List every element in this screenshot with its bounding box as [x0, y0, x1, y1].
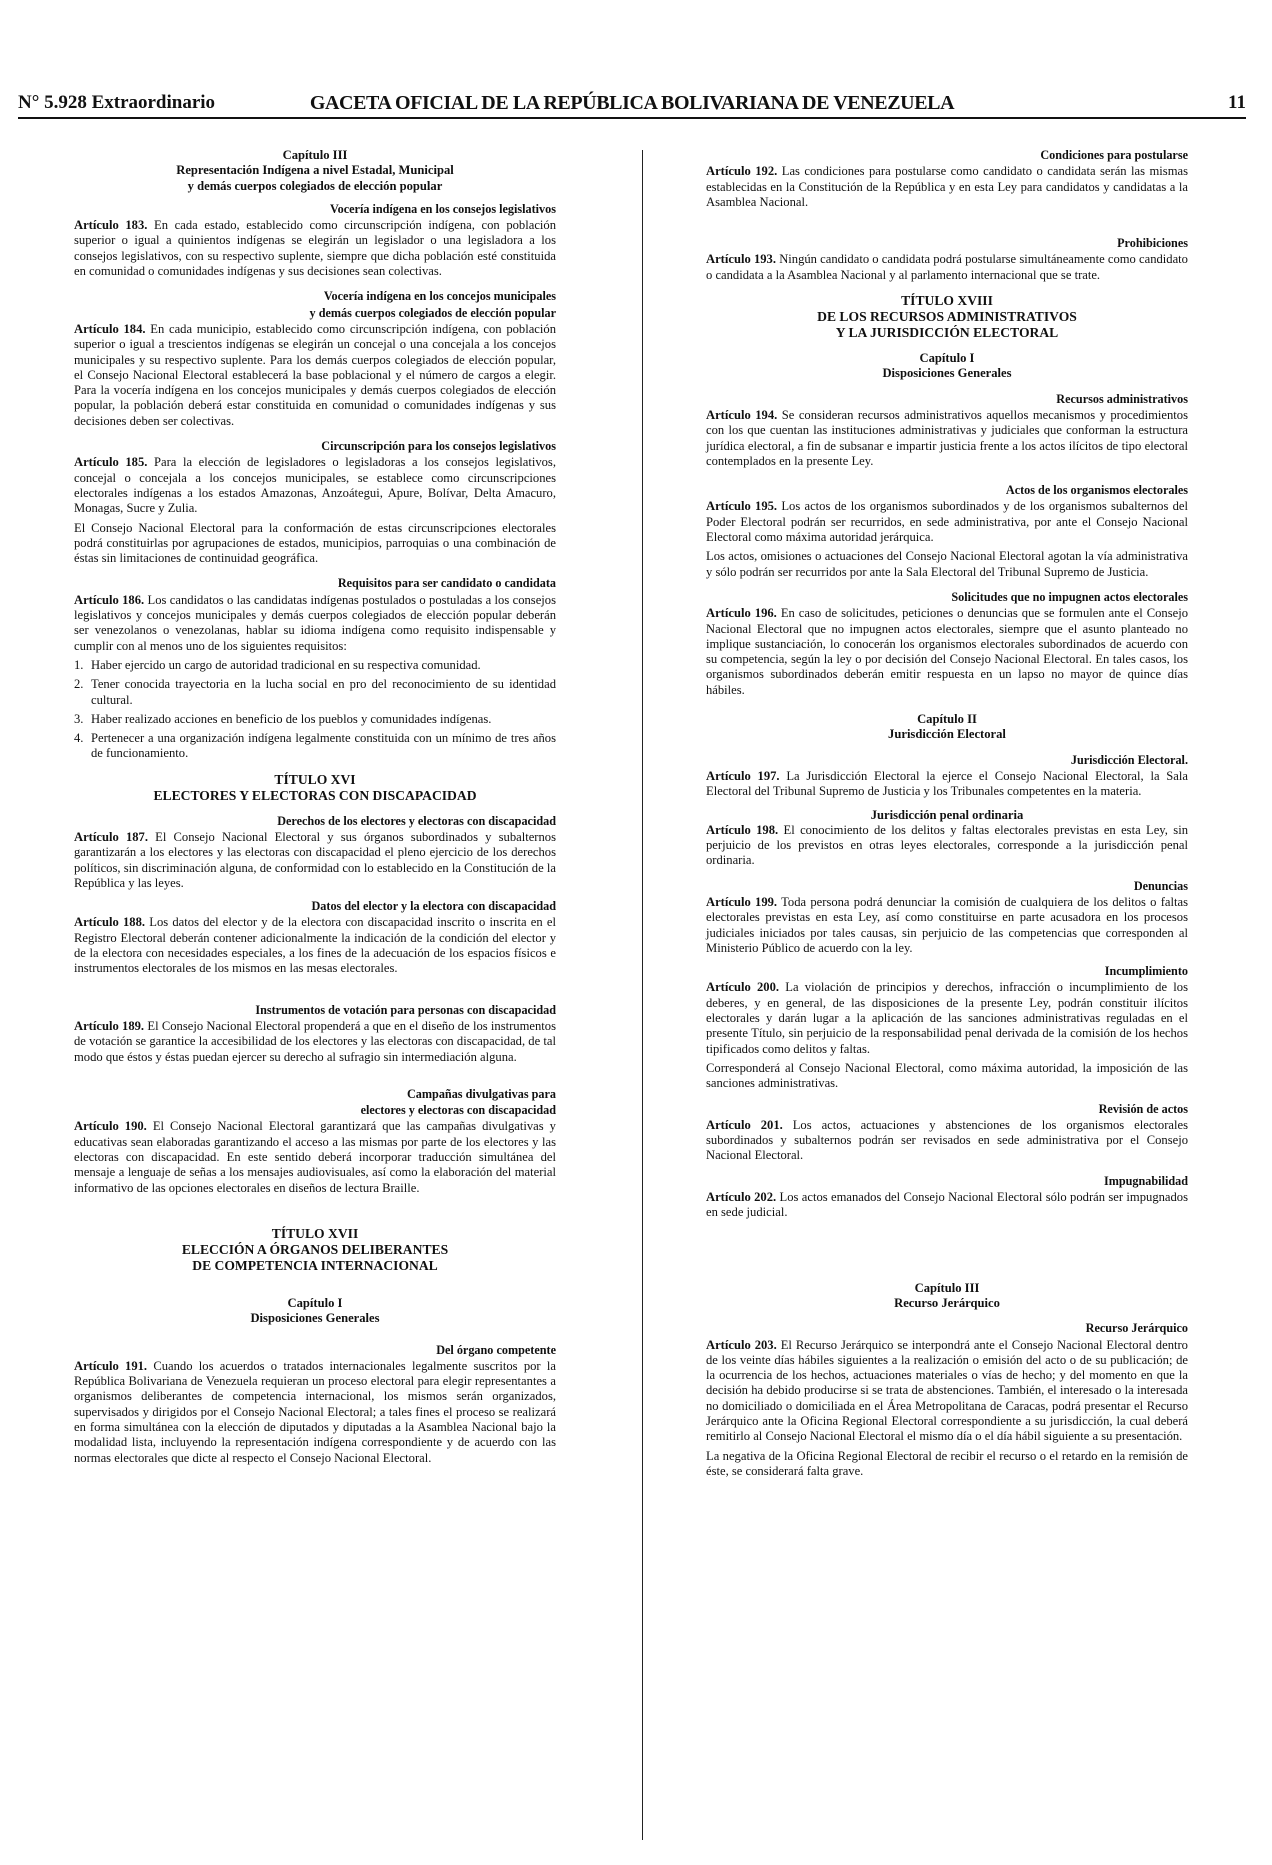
- paragraph-text: El Consejo Nacional Electoral y sus órganos subordinados y subalternos garantizarán a los electores y las electoras con discapacidad el pleno ejercicio de los derechos políticos, sin discriminación alguna, de conformidad con lo establecido en la Constitución de la República y las leyes.: [74, 829, 556, 890]
- article-number: Artículo 199.: [706, 894, 778, 909]
- list-text: Pertenecer a una organización indígena legalmente constituida con un mínimo de tres años de funcionamiento.: [91, 731, 556, 761]
- list-number: 4.: [74, 731, 84, 746]
- section-subtitle: Vocería indígena en los concejos municipales: [323, 289, 556, 304]
- article-number: Artículo 198.: [706, 822, 779, 837]
- section-subtitle: Denuncias: [1133, 878, 1188, 893]
- section-subtitle: Derechos de los electores y electoras con discapacidad: [277, 813, 556, 828]
- paragraph-text: Los actos, omisiones o actuaciones del Consejo Nacional Electoral agotan la vía administrativa y sólo podrán ser recurridos por ante la Sala Electoral del Tribunal Supremo de Justicia.: [706, 549, 1188, 579]
- list-number: 1.: [74, 657, 84, 672]
- paragraph: [706, 408, 1188, 469]
- page-header: [18, 92, 1246, 118]
- section-subtitle: electores y electoras con discapacidad: [360, 1103, 556, 1118]
- title-heading: TÍTULO XVI: [274, 771, 356, 787]
- title-heading: Y LA JURISDICCIÓN ELECTORAL: [835, 325, 1059, 341]
- section-subtitle: Datos del elector y la electora con discapacidad: [311, 899, 556, 914]
- paragraph-text: El Consejo Nacional Electoral garantizará que las campañas divulgativas y educativas sean elaboradas garantizando el acceso a las mismas por parte de los electores y las electoras con discapacidad. En este sentido deberá incorporar traducción simultánea del mensaje a lenguaje de señas a los mensajes audiovisuales, así como la elaboración del material informativo de las opciones electorales en diseños de lectura Braille.: [74, 1119, 556, 1195]
- article-number: Artículo 196.: [706, 606, 777, 621]
- section-subtitle: Recurso Jerárquico: [1085, 1321, 1188, 1336]
- title-heading: ELECTORES Y ELECTORAS CON DISCAPACIDAD: [153, 787, 477, 803]
- chapter-heading: Capítulo I: [287, 1295, 343, 1310]
- paragraph-text: El Recurso Jerárquico se interpondrá ante el Consejo Nacional Electoral dentro de los veinte días hábiles siguientes a la realización o emisión del acto o de su publicación; de la ocurrencia de los hechos, actuaciones materiales o vías de hecho; y del momento en que la decisión ha debido producirse si se trata de abstenciones. También, el interesado o la interesada no domiciliado o domiciliada en el Área Metropolitana de Caracas, podrá presentar el Recurso Jerárquico ante la Oficina Regional Electoral correspondiente a su jurisdicción, la cual deberá remitirlo al Consejo Nacional Electoral el mismo día o el día hábil siguiente a su presentación.: [706, 1337, 1188, 1444]
- section-subtitle: Jurisdicción Electoral.: [1070, 752, 1188, 767]
- section-subtitle: Impugnabilidad: [1103, 1173, 1188, 1188]
- article-number: Artículo 188.: [74, 915, 146, 930]
- chapter-heading: Capítulo II: [917, 712, 977, 727]
- paragraph: [74, 322, 556, 429]
- article-number: Artículo 195.: [706, 499, 778, 514]
- paragraph-text: En cada estado, establecido como circunscripción indígena, con población superior o igual a quinientos indígenas se elegirán un legislador o una legisladora a los consejos legislativos, con su respectivo suplente, siempre que dicha población esté constituida en comunidad o comunidades indígenas y sus decisiones sean colectivas.: [74, 218, 556, 279]
- article-number: Artículo 192.: [706, 164, 778, 179]
- article-number: Artículo 186.: [74, 592, 145, 607]
- column-divider: [642, 150, 643, 1840]
- article-number: Artículo 197.: [706, 768, 780, 783]
- paragraph-text: Corresponderá al Consejo Nacional Electoral, como máxima autoridad, la imposición de las sanciones administrativas.: [706, 1060, 1188, 1091]
- article-number: Artículo 194.: [706, 407, 778, 422]
- article-number: Artículo 202.: [706, 1190, 777, 1205]
- paragraph: [74, 521, 556, 567]
- paragraph-text: Toda persona podrá denunciar la comisión de cualquiera de los delitos o faltas electorales previstas en esta Ley, así como constituirse en parte acusadora en los procesos judiciales iniciados por tales causas, sin perjuicio de las competencias que corresponden al Ministerio Público de acuerdo con la ley.: [706, 894, 1188, 955]
- paragraph-text: Los actos, actuaciones y abstenciones de los organismos electorales subordinados y subalternos podrán ser revisados en sede administrativa por el Consejo Nacional Electoral.: [706, 1117, 1188, 1163]
- paragraph: [706, 1118, 1188, 1164]
- paragraph: [74, 218, 556, 279]
- article-number: Artículo 187.: [74, 829, 148, 844]
- chapter-heading: Representación Indígena a nivel Estadal, Municipal: [176, 163, 454, 178]
- paragraph-text: La negativa de la Oficina Regional Electoral de recibir el recurso o el retardo en la remisión de éste, se considerará falta grave.: [706, 1448, 1188, 1478]
- paragraph-text: Las condiciones para postularse como candidato o candidata serán las mismas establecidas en la Constitución de la República y en esta Ley para candidatos y candidatas a la Asamblea Nacional.: [706, 164, 1188, 209]
- paragraph: [706, 1449, 1188, 1480]
- list-item: [74, 658, 556, 673]
- paragraph: [706, 769, 1188, 800]
- paragraph: [74, 593, 556, 654]
- paragraph: [706, 1338, 1188, 1445]
- article-number: Artículo 190.: [74, 1119, 147, 1134]
- section-subtitle: Incumplimiento: [1104, 964, 1188, 979]
- paragraph-text: La violación de principios y derechos, infracción o incumplimiento de los deberes, y en general, de las disposiciones de la presente Ley, podrán constituir ilícitos electorales y darán lugar a la aplicación de las sanciones administrativas reguladas en el presente Título, sin perjuicio de la responsabilidad penal derivada de la comisión de los hechos tipificados como delitos y faltas.: [706, 980, 1188, 1056]
- paragraph-text: El Consejo Nacional Electoral propenderá a que en el diseño de los instrumentos de votación se garantice la accesibilidad de los electores y las electoras con discapacidad, de tal modo que éstos y éstas puedan ejercer su derecho al sufragio sin intermediación alguna.: [74, 1018, 556, 1064]
- paragraph: [706, 1061, 1188, 1092]
- list-item: [74, 677, 556, 708]
- issue-number: N° 5.928 Extraordinario: [18, 92, 216, 113]
- title-heading: DE COMPETENCIA INTERNACIONAL: [192, 1257, 438, 1273]
- chapter-heading: Recurso Jerárquico: [894, 1295, 1000, 1310]
- chapter-heading: Capítulo III: [282, 148, 348, 162]
- paragraph: [706, 1190, 1188, 1221]
- paragraph-text: En caso de solicitudes, peticiones o denuncias que se formulen ante el Consejo Nacional Electoral que no impugnen actos electorales, siempre que el asunto planteado no implique sustanciación, lo conocerán los organismos electorales subordinados de acuerdo con su competencia, según la ley o por decisión del Consejo Nacional Electoral. En tales casos, los organismos subordinados deberán emitir respuesta en un lapso no mayor de quince días hábiles.: [706, 606, 1188, 697]
- section-subtitle: Solicitudes que no impugnen actos electorales: [951, 589, 1188, 604]
- chapter-heading: Disposiciones Generales: [882, 366, 1012, 381]
- paragraph-text: En cada municipio, establecido como circunscripción indígena, con población superior o igual a trescientos indígenas se elegirán un concejal o una concejala a los concejos municipales y su respectivo suplente. Para los demás cuerpos colegiados de elección popular, el Consejo Nacional Electoral establecerá la base poblacional y el número de cargos a elegir. Para la vocería indígena en los concejos municipales y demás cuerpos colegiados de elección popular, la población deberá estar constituida en comunidad o comunidades indígenas y sus decisiones deben ser colectivas.: [74, 321, 556, 428]
- list-text: Tener conocida trayectoria en la lucha social en pro del reconocimiento de su identidad cultural.: [91, 677, 556, 707]
- paragraph-text: Se consideran recursos administrativos aquellos mecanismos y procedimientos con los que cuentan las instituciones administrativas y judiciales que conforman la estructura jurídica electoral, a fin de subsanar e impartir justicia frente a los actos ilícitos de tipo electoral contemplados en la presente Ley.: [706, 407, 1188, 468]
- section-subtitle: Recursos administrativos: [1056, 391, 1188, 406]
- header-rule: [18, 117, 1246, 119]
- section-subtitle: Requisitos para ser candidato o candidata: [337, 576, 556, 591]
- paragraph-text: Cuando los acuerdos o tratados internacionales legalmente suscritos por la República Bolivariana de Venezuela requieran un proceso electoral para elegir representantes a organismos deliberantes de competencia internacional, los mismos serán organizados, supervisados y dirigidos por el Consejo Nacional Electoral; a tales fines el proceso se realizará en forma simultánea con la elección de diputados y diputadas a la Asamblea Nacional bajo la modalidad lista, incluyendo la representación indígena correspondiente y de acuerdo con las normas electorales que dicte al respecto el Consejo Nacional Electoral.: [74, 1358, 556, 1465]
- paragraph: [74, 1019, 556, 1065]
- list-text: Haber realizado acciones en beneficio de los pueblos y comunidades indígenas.: [91, 711, 492, 726]
- paragraph-text: Para la elección de legisladores o legisladoras a los consejos legislativos, concejal o concejala a los concejos municipales, se establece como circunscripciones electorales indígenas a los estados Amazonas, Anzoátegui, Apure, Bolívar, Delta Amacuro, Monagas, Sucre y Zulia.: [74, 455, 556, 516]
- title-heading: TÍTULO XVIII: [901, 293, 993, 309]
- list-item: [74, 731, 556, 762]
- paragraph: [74, 1359, 556, 1466]
- paragraph-text: El conocimiento de los delitos y faltas electorales previstas en esta Ley, sin perjuicio de los previstos en otras leyes electorales, corresponde a la jurisdicción penal ordinaria.: [706, 822, 1188, 868]
- list-number: 2.: [74, 677, 84, 692]
- paragraph-text: Los actos emanados del Consejo Nacional Electoral sólo podrán ser impugnados en sede judicial.: [706, 1190, 1188, 1220]
- section-subtitle: Del órgano competente: [436, 1342, 556, 1357]
- title-heading: DE LOS RECURSOS ADMINISTRATIVOS: [817, 309, 1077, 325]
- paragraph: [706, 606, 1188, 698]
- chapter-heading: Capítulo III: [914, 1280, 980, 1295]
- section-subtitle: Condiciones para postularse: [1040, 148, 1188, 162]
- gazette-title: GACETA OFICIAL DE LA REPÚBLICA BOLIVARIANA DE VENEZUELA: [309, 92, 955, 114]
- paragraph: [74, 455, 556, 516]
- article-number: Artículo 183.: [74, 218, 148, 233]
- paragraph: [706, 980, 1188, 1056]
- chapter-heading: Jurisdicción Electoral: [888, 727, 1006, 742]
- section-subtitle: Campañas divulgativas para: [407, 1086, 556, 1101]
- paragraph: [706, 895, 1188, 956]
- paragraph: [706, 549, 1188, 580]
- paragraph: [706, 823, 1188, 869]
- paragraph: [74, 1119, 556, 1195]
- article-number: Artículo 189.: [74, 1018, 145, 1033]
- page-number: 11: [1228, 92, 1246, 113]
- article-number: Artículo 185.: [74, 455, 148, 470]
- article-number: Artículo 203.: [706, 1337, 777, 1352]
- paragraph: [706, 499, 1188, 545]
- section-subtitle: Actos de los organismos electorales: [1005, 483, 1188, 498]
- list-item: [74, 712, 556, 727]
- right-column: [706, 148, 1188, 1483]
- paragraph-text: Los datos del elector y de la electora con discapacidad inscrito o inscrita en el Registro Electoral deberán contener adicionalmente la indicación de la condición del elector y de la electora con necesidades especiales, a los fines de la adecuación de los espacios físicos e instrumentos electorales de los mismos en las mesas electorales.: [74, 915, 557, 976]
- section-subtitle: y demás cuerpos colegiados de elección popular: [309, 305, 556, 320]
- title-heading: ELECCIÓN A ÓRGANOS DELIBERANTES: [181, 1241, 449, 1257]
- article-number: Artículo 200.: [706, 980, 780, 995]
- list-number: 3.: [74, 711, 84, 726]
- chapter-heading: y demás cuerpos colegiados de elección popular: [187, 178, 443, 193]
- section-subtitle: Circunscripción para los consejos legislativos: [321, 439, 556, 454]
- section-subtitle: Revisión de actos: [1098, 1101, 1188, 1116]
- left-column: [74, 148, 556, 1470]
- title-heading: TÍTULO XVII: [271, 1225, 359, 1241]
- article-number: Artículo 201.: [706, 1117, 783, 1132]
- paragraph-text: Los actos de los organismos subordinados y de los organismos subalternos del Poder Electoral podrán ser recurridos, en sede administrativa, por ante el Consejo Nacional Electoral como máxima autoridad jerárquica.: [706, 499, 1188, 545]
- list-text: Haber ejercido un cargo de autoridad tradicional en su respectiva comunidad.: [91, 657, 481, 672]
- section-subtitle: Instrumentos de votación para personas con discapacidad: [255, 1002, 556, 1017]
- paragraph-text: El Consejo Nacional Electoral para la conformación de estas circunscripciones electorales podrá constituirlas por agrupaciones de estados, municipios, parroquias o una combinación de éstas sin limitaciones de continuidad geográfica.: [74, 520, 556, 566]
- paragraph: [74, 915, 556, 976]
- article-number: Artículo 184.: [74, 321, 146, 336]
- chapter-heading: Disposiciones Generales: [250, 1311, 380, 1326]
- paragraph: [706, 164, 1188, 210]
- paragraph-text: La Jurisdicción Electoral la ejerce el Consejo Nacional Electoral, la Sala Electoral del Tribunal Supremo de Justicia y los Tribunales competentes en la materia.: [706, 768, 1188, 799]
- paragraph-text: Ningún candidato o candidata podrá postularse simultáneamente como candidato o candidata a la Asamblea Nacional y al parlamento internacional que se trate.: [706, 252, 1188, 282]
- paragraph: [706, 252, 1188, 283]
- section-subtitle: Prohibiciones: [1117, 236, 1188, 251]
- article-number: Artículo 191.: [74, 1358, 148, 1373]
- paragraph-text: Los candidatos o las candidatas indígenas postulados o postuladas a los consejos legislativos y concejos municipales y demás cuerpos colegiados de elección popular deberán ser venezolanos o venezolanas, hablar su idioma indígena como requisito indispensable y cumplir con al menos uno de los siguientes requisitos:: [74, 592, 556, 653]
- chapter-heading: Capítulo I: [919, 351, 975, 366]
- article-number: Artículo 193.: [706, 252, 776, 267]
- chapter-heading: Jurisdicción penal ordinaria: [870, 807, 1024, 822]
- paragraph: [74, 830, 556, 891]
- section-subtitle: Vocería indígena en los consejos legislativos: [329, 201, 556, 216]
